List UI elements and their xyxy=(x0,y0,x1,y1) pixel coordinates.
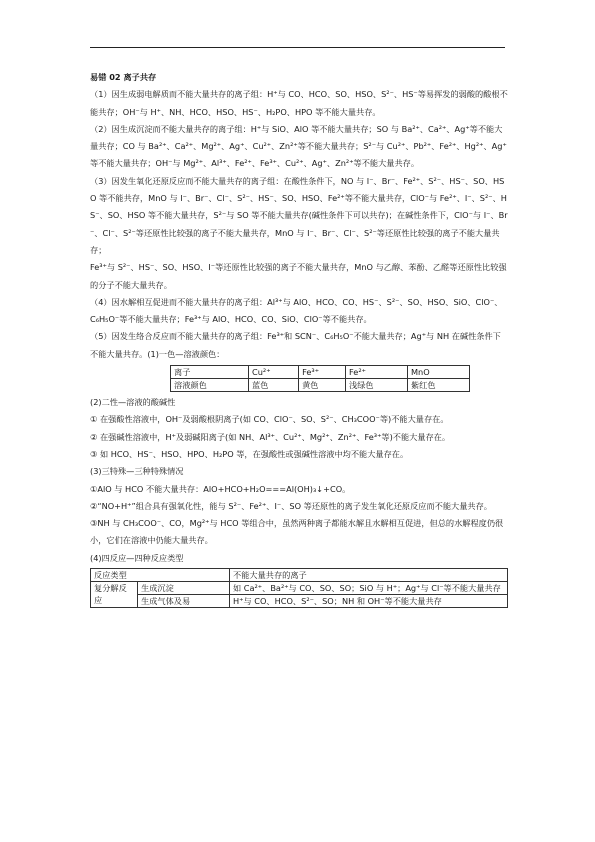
table-cell: 生成沉淀 xyxy=(138,582,230,595)
table-row xyxy=(171,379,470,392)
table-row xyxy=(91,582,508,595)
table-row xyxy=(171,366,470,379)
paragraph-5: （4）因水解相互促进而不能大量共存的离子组：Al³⁺与 AlO、HCO、CO、HS⁻、S²⁻、SO、HSO、SiO、ClO⁻、C₆H₅O⁻等不能大量共存；Fe³⁺与 AlO、HCO、CO、SiO、ClO⁻等不能共存。 xyxy=(90,296,503,325)
section-title: 易错 02 离子共存 xyxy=(90,72,157,82)
table-cell: 生成气体及易 xyxy=(138,595,230,608)
color-table xyxy=(170,365,470,392)
table-cell: MnO xyxy=(407,366,469,379)
paragraph-3: （3）因发生氧化还原反应而不能大量共存的离子组：在酸性条件下，NO 与 I⁻、Br⁻、Fe²⁺、S²⁻、HS⁻、SO、HSO 等不能共存，MnO 与 I⁻、Br⁻、Cl⁻、S²⁻、HS⁻、SO、HSO、Fe²⁺等不能大量共存，ClO⁻与 Fe²⁺、I⁻、S²⁻、HS⁻、SO、HSO 等不能大量共存，S²⁻与 SO 等不能大量共存(碱性条件下可以共存)；在碱性条件下，ClO⁻与 I⁻、Br⁻、Cl⁻、S²⁻等还原性比较强的离子不能大量共存，MnO 与 I⁻、Br⁻、Cl⁻、S²⁻等还原性比较强的离子不能大量共存； xyxy=(90,175,508,255)
document-body xyxy=(90,69,508,608)
table-row xyxy=(91,595,508,608)
paragraph-6: （5）因发生络合反应而不能大量共存的离子组：Fe³⁺和 SCN⁻、C₆H₅O⁻不能大量共存；Ag⁺与 NH 在碱性条件下不能大量共存。(1)一色—溶液颜色： xyxy=(90,331,501,359)
paragraph-11: (3)三特殊—三种特殊情况 xyxy=(90,466,184,477)
table-cell: Cu²⁺ xyxy=(249,366,299,379)
paragraph-15: (4)四反应—四种反应类型 xyxy=(90,552,184,563)
reaction-table xyxy=(90,568,508,608)
paragraph-9: ② 在强碱性溶液中，H⁺及弱碱阳离子(如 NH、Al³⁺、Cu²⁺、Mg²⁺、Zn²⁺、Fe³⁺等)不能大量存在。 xyxy=(90,431,451,442)
table-cell: 蓝色 xyxy=(249,379,299,392)
table-cell: 浅绿色 xyxy=(346,379,408,392)
table-header-cell: 不能大量共存的离子 xyxy=(230,569,508,582)
paragraph-13: ②“NO+H⁺”组合具有强氧化性，能与 S²⁻、Fe²⁺、I⁻、SO 等还原性的离子发生氧化还原反应而不能大量共存。 xyxy=(90,500,492,511)
table-cell: Fe³⁺ xyxy=(299,366,346,379)
paragraph-14: ③NH 与 CH₃COO⁻、CO，Mg²⁺与 HCO 等组合中，虽然两种离子都能水解且水解相互促进，但总的水解程度仍很小，它们在溶液中仍能大量共存。 xyxy=(90,518,504,546)
paragraph-4: Fe³⁺与 S²⁻、HS⁻、SO、HSO、I⁻等还原性比较强的离子不能大量共存，MnO 与乙醇、苯酚、乙醛等还原性比较强的分子不能大量共存。 xyxy=(90,262,507,290)
paragraph-10: ③ 如 HCO、HS⁻、HSO、HPO、H₂PO 等，在强酸性或强碱性溶液中均不能大量存在。 xyxy=(90,448,409,459)
table-cell: 紫红色 xyxy=(407,379,469,392)
table-cell: 黄色 xyxy=(299,379,346,392)
table-cell: 如 Ca²⁺、Ba²⁺与 CO、SO、SO；SiO 与 H⁺；Ag⁺与 Cl⁻等不能大量共存 xyxy=(230,582,508,595)
paragraph-1: （1）因生成弱电解质而不能大量共存的离子组：H⁺与 CO、HCO、SO、HSO、S²⁻、HS⁻等易挥发的弱酸的酸根不能共存；OH⁻与 H⁺、NH、HCO、HSO、HS⁻、H₂PO、HPO 等不能大量共存。 xyxy=(90,89,508,117)
paragraph-8: ① 在强酸性溶液中，OH⁻及弱酸根阴离子(如 CO、ClO⁻、SO、S²⁻、CH₃COO⁻等)不能大量存在。 xyxy=(90,414,449,425)
paragraph-2: （2）因生成沉淀而不能大量共存的离子组：H⁺与 SiO、AlO 等不能大量共存；SO 与 Ba²⁺、Ca²⁺、Ag⁺等不能大量共存；CO 与 Ba²⁺、Ca²⁺、Mg²⁺、Ag⁺、Cu²⁺、Zn²⁺等不能大量共存；S²⁻与 Cu²⁺、Pb²⁺、Fe²⁺、Hg²⁺、Ag⁺等不能大量共存；OH⁻与 Mg²⁺、Al³⁺、Fe²⁺、Fe³⁺、Cu²⁺、Ag⁺、Zn²⁺等不能大量共存。 xyxy=(90,123,507,169)
table-cell: Fe²⁺ xyxy=(346,366,408,379)
table-cell: 复分解反应 xyxy=(91,582,138,608)
table-cell: H⁺与 CO、HCO、S²⁻、SO；NH 和 OH⁻等不能大量共存 xyxy=(230,595,508,608)
table-cell: 离子 xyxy=(171,366,249,379)
header-rule xyxy=(90,47,505,48)
paragraph-12: ①AlO 与 HCO 不能大量共存：AlO+HCO+H₂O===Al(OH)₃↓+CO。 xyxy=(90,483,351,494)
table-row xyxy=(91,569,508,582)
table-header-cell: 反应类型 xyxy=(91,569,230,582)
table-cell: 溶液颜色 xyxy=(171,379,249,392)
paragraph-7: (2)二性—溶液的酸碱性 xyxy=(90,397,176,408)
